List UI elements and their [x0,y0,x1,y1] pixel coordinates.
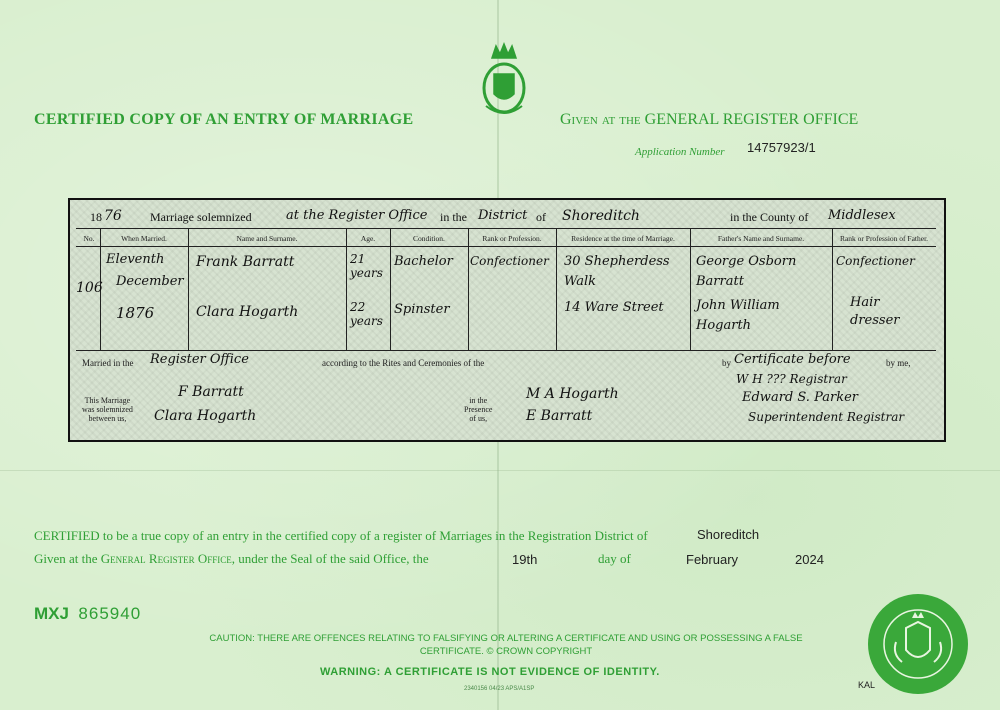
cert-month: February [686,552,739,567]
year-hand: 76 [104,208,122,224]
county-label: in the County of [730,210,809,224]
entry-number: 106 [76,280,103,296]
solemnized-line-3: between us, [88,414,127,423]
registration-district: Shoreditch [697,527,760,542]
given-office: General Register Office [100,551,232,566]
when-year: 1876 [116,304,155,322]
application-label: Application Number [635,146,725,158]
solemnized-label [82,396,133,423]
groom-father-name: George Osborn Barratt [696,254,797,289]
when-day: Eleventh [106,252,165,267]
office-name: GENERAL REGISTER OFFICE [644,111,859,128]
bride-condition: Spinster [394,302,450,317]
register-entry [68,198,946,442]
print-code: 2340156 04/23 APS/A1SP [464,686,535,692]
given-text: Given at the [34,551,98,566]
by-label: by [722,358,731,368]
given-at-office [560,111,858,129]
presence-line-2: Presence [464,405,493,414]
witness-1: M A Hogarth [526,386,619,402]
rule [76,228,936,229]
registrar-hand: W H ??? Registrar [736,372,847,386]
superintendent-name: Edward S. Parker [742,390,858,405]
col-divider [390,228,391,350]
county-hand: Middlesex [828,208,896,223]
by-me-label: by me, [886,358,911,368]
col-divider [832,228,833,350]
by-hand: Certificate before [734,352,851,367]
in-the-label: in the [440,210,467,224]
signature-bride: Clara Hogarth [154,408,257,424]
serial-number [34,604,141,624]
warning-text: WARNING: A CERTIFICATE IS NOT EVIDENCE OF IDENTITY. [320,666,660,678]
col-divider [468,228,469,350]
of-label: of [536,210,546,224]
col-head-when: When Married. [121,234,167,243]
groom-name: Frank Barratt [196,254,295,270]
married-in-label: Married in the [82,358,134,368]
certified-cap: CERTIFIED [34,528,100,543]
given-line [34,551,429,567]
col-head-father: Father's Name and Surname. [717,234,805,243]
col-divider [188,228,189,350]
rule [76,246,936,247]
col-divider [556,228,557,350]
presence-line-3: of us, [469,414,488,423]
document-title: CERTIFIED COPY OF AN ENTRY OF MARRIAGE [34,111,414,128]
signature-groom: F Barratt [178,384,244,400]
groom-profession: Confectioner [470,254,549,268]
superintendent-title: Superintendent Registrar [748,410,905,424]
groom-father-profession: Confectioner [836,254,915,268]
bride-father-profession: Hair dresser [850,295,900,328]
col-head-father-profession: Rank or Profession of Father. [839,234,929,243]
rites-label: according to the Rites and Ceremonies of the [322,358,485,368]
cert-day: 19th [512,552,538,567]
col-head-condition: Condition. [413,234,445,243]
day-of-label: day of [598,551,631,566]
col-head-residence: Residence at the time of Marriage. [571,234,675,243]
groom-condition: Bachelor [394,254,453,269]
bride-age: 22 years [350,300,383,328]
col-head-no: No. [83,234,95,243]
bride-father-name: John William Hogarth [696,298,780,333]
groom-residence: 30 Shepherdess Walk [564,254,670,289]
given-seal-text: , under the Seal of the said Office, the [231,551,429,566]
solemnized-line-2: was solemnized [82,405,133,414]
horizontal-fold [0,470,1000,471]
caution-text: CAUTION: THERE ARE OFFENCES RELATING TO FALSIFYING OR ALTERING A CERTIFICATE AND USING OR POSSESSING A FALSE CERTIFICATE. © CROWN COPYRIGHT [209,633,803,657]
rule [76,350,936,351]
col-divider [690,228,691,350]
presence-line-1: in the [469,396,488,405]
bride-residence: 14 Ware Street [564,300,664,315]
col-head-name: Name and Surname. [236,234,298,243]
serial-prefix: MXJ [34,604,69,623]
year-prefix: 18 [90,210,102,224]
when-month: December [116,274,184,289]
witness-2: E Barratt [526,408,593,424]
col-head-profession: Rank or Profession. [482,234,542,243]
given-small-label: Given at the [560,111,641,128]
royal-crest-icon [478,40,530,122]
married-in-hand: Register Office [150,352,249,367]
solemnized-line-1: This Marriage [84,396,131,405]
kal-mark: KAL [858,680,876,690]
gro-seal-icon [866,592,970,696]
district-hand: District [478,208,528,223]
marriage-label: Marriage solemnized [150,210,252,224]
bride-name: Clara Hogarth [196,304,299,320]
presence-label [464,396,492,423]
place-hand: at the Register Office [286,208,428,223]
serial-digits: 865940 [78,604,142,623]
district-name-hand: Shoreditch [562,208,640,224]
cert-year: 2024 [795,552,824,567]
groom-age: 21 years [350,252,383,280]
col-divider [346,228,347,350]
certified-line [34,528,648,544]
col-head-age: Age. [360,234,376,243]
application-number: 14757923/1 [747,140,816,155]
certified-text: to be a true copy of an entry in the certified copy of a register of Marriages in the Registration District of [102,528,648,543]
